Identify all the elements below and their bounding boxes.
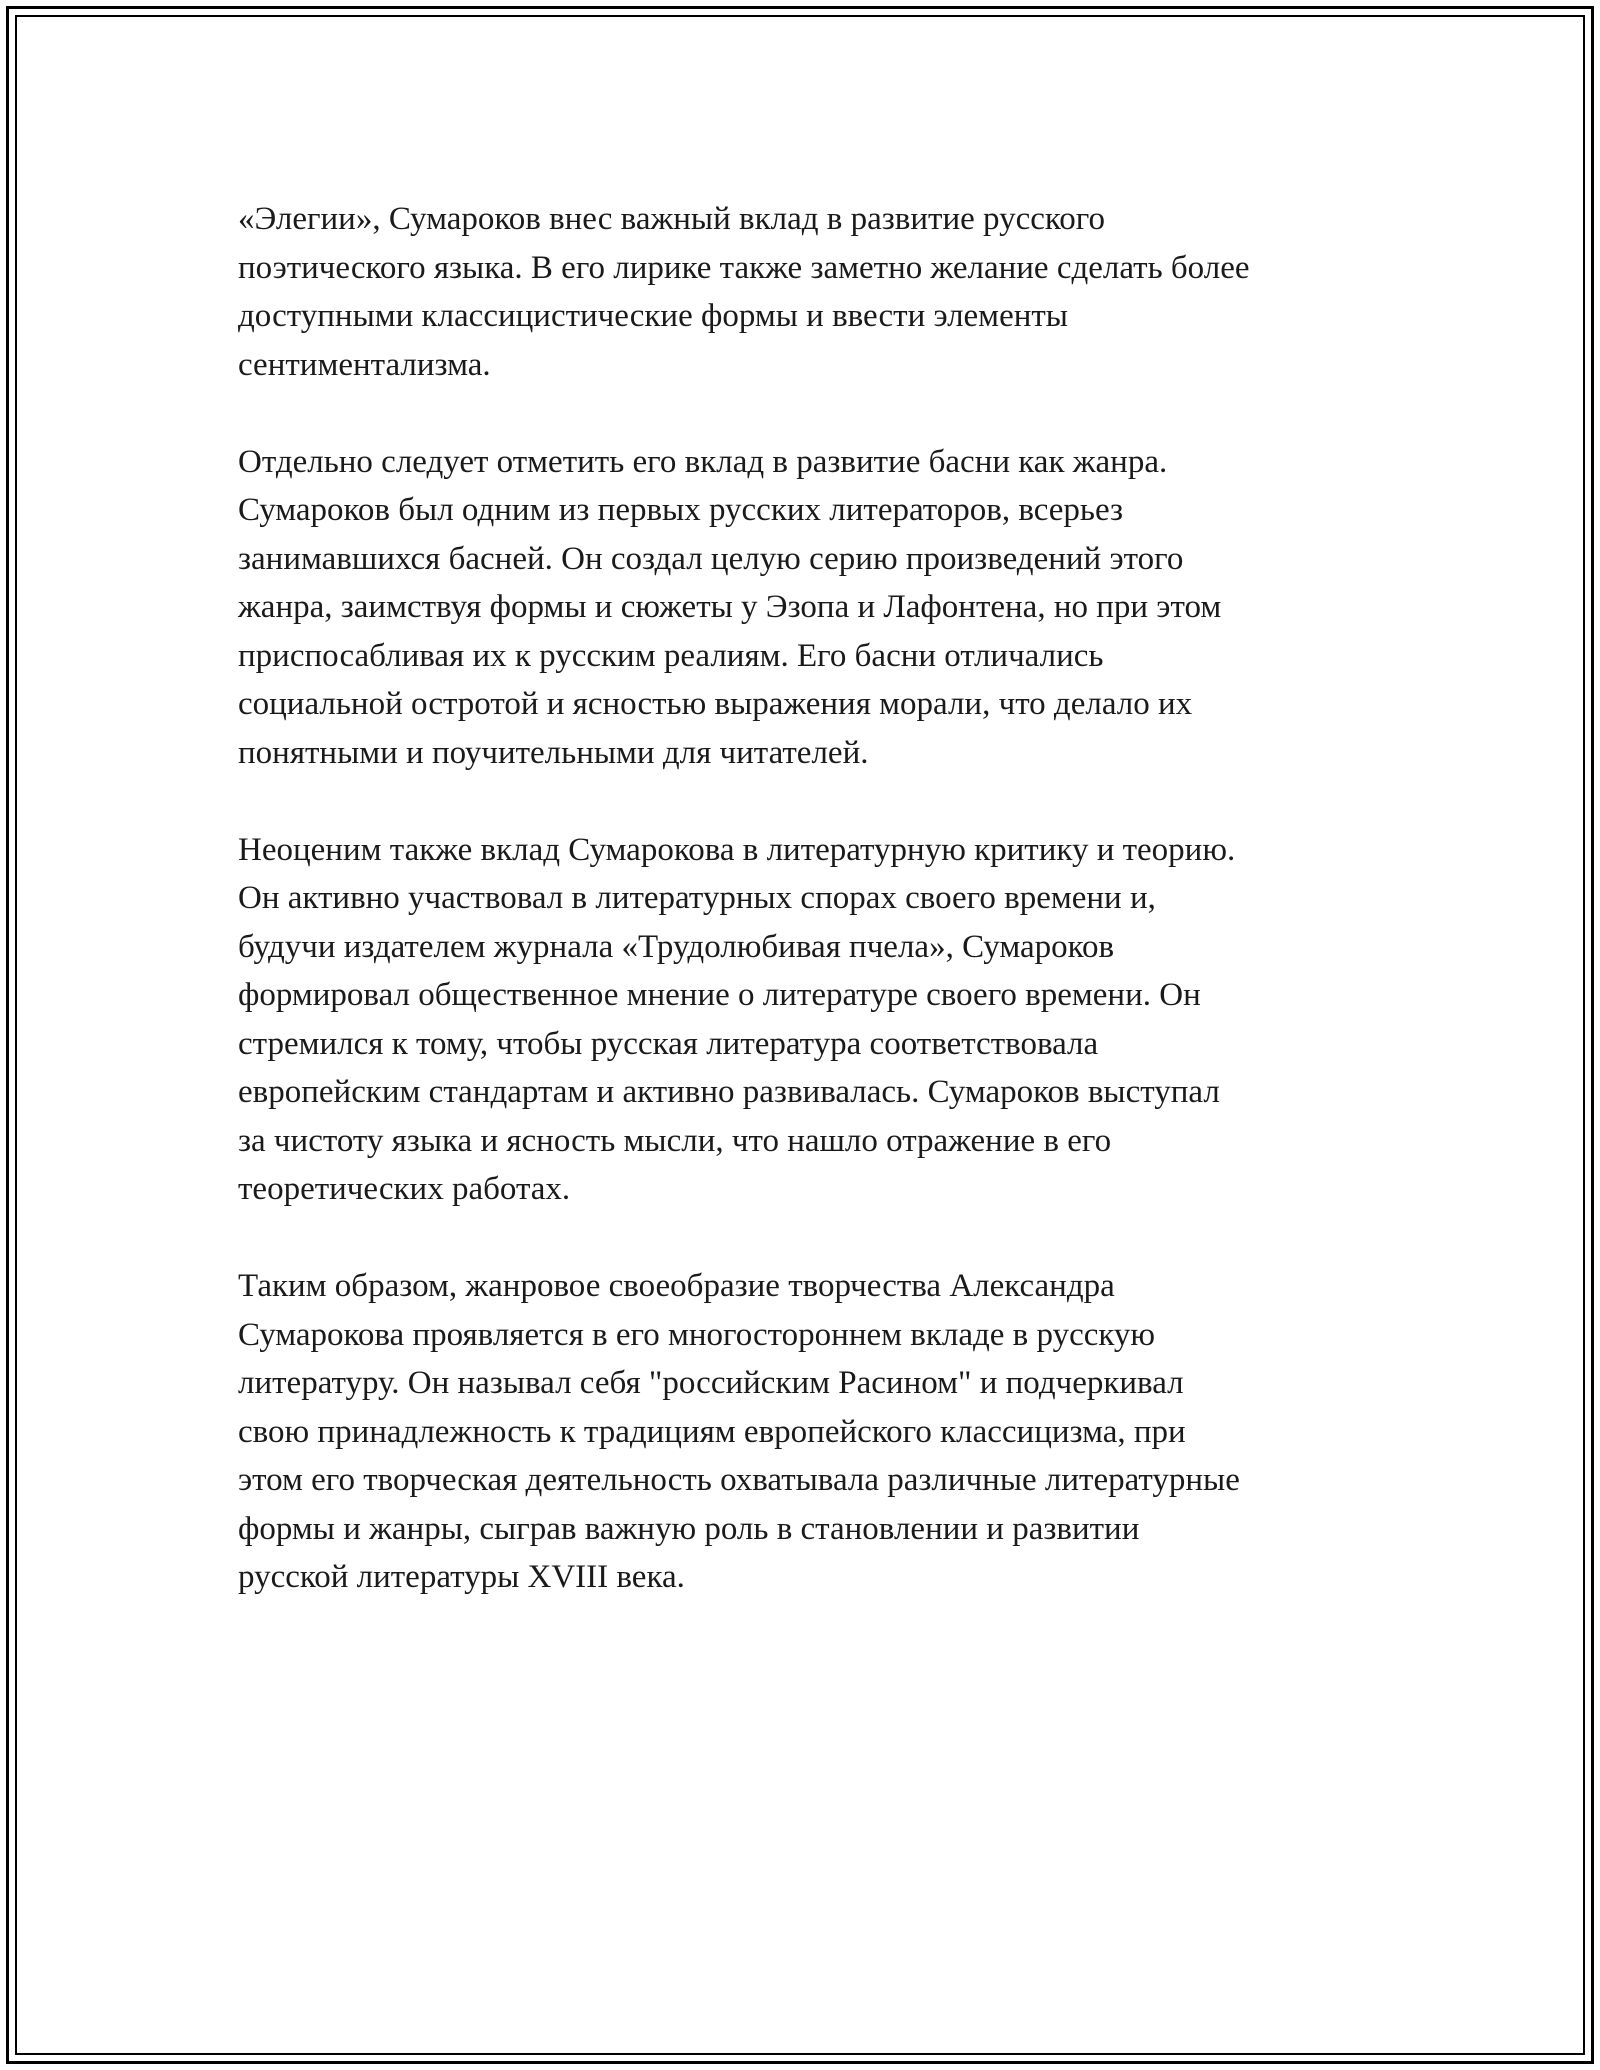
paragraph-4-line-7: русской литературы XVIII века. — [238, 1559, 685, 1595]
paragraph-4-line-6: формы и жанры, сыграв важную роль в становлении и развитии — [238, 1510, 1140, 1547]
paragraph-2-line-2: Сумароков был одним из первых русских литераторов, всерьез — [238, 492, 1124, 528]
paragraph-3-line-3: будучи издателем журнала «Трудолюбивая пчела», Сумароков — [238, 928, 1115, 965]
paragraph-3-line-1: Неоценим также вклад Сумарокова в литературную критику и теорию. — [238, 831, 1236, 868]
paragraph-4-line-4: свою принадлежность к традициям европейского классицизма, при — [238, 1413, 1186, 1450]
paragraph-2-line-7: понятными и поучительными для читателей. — [238, 734, 869, 771]
paragraph-3 — [238, 826, 1398, 1214]
page-frame — [6, 6, 1594, 2064]
paragraph-3-line-5: стремился к тому, чтобы русская литература соответствовала — [238, 1025, 1099, 1062]
paragraph-3-line-8: теоретических работах. — [238, 1171, 571, 1207]
paragraph-1-line-4: сентиментализма. — [238, 346, 491, 383]
paragraph-4-line-1: Таким образом, жанровое своеобразие творчества Александра — [238, 1268, 1115, 1304]
paragraph-4-line-3: литературу. Он называл себя "российским Расином" и подчеркивал — [238, 1365, 1184, 1401]
paragraph-3-line-6: европейским стандартам и активно развивалась. Сумароков выступал — [238, 1074, 1220, 1110]
paragraph-4-line-2: Сумарокова проявляется в его многостороннем вкладе в русскую — [238, 1316, 1156, 1353]
paragraph-1-line-2: поэтического языка. В его лирике также заметно желание сделать более — [238, 249, 1250, 286]
paragraph-2-line-3: занимавшихся басней. Он создал целую серию произведений этого — [238, 540, 1184, 577]
paragraph-2-line-1: Отдельно следует отметить его вклад в развитие басни как жанра. — [238, 443, 1168, 480]
paragraph-2-line-6: социальной остротой и ясностью выражения морали, что делало их — [238, 686, 1193, 722]
paragraph-3-line-7: за чистоту языка и ясность мысли, что нашло отражение в его — [238, 1122, 1112, 1159]
paragraph-3-line-4: формировал общественное мнение о литературе своего времени. Он — [238, 977, 1201, 1013]
document-body — [238, 195, 1398, 1650]
paragraph-1-line-3: доступными классицистические формы и ввести элементы — [238, 298, 1068, 334]
paragraph-3-line-2: Он активно участвовал в литературных спорах своего времени и, — [238, 880, 1156, 916]
paragraph-1 — [238, 195, 1398, 389]
paragraph-1-line-1: «Элегии», Сумароков внес важный вклад в развитие русского — [238, 201, 1105, 237]
paragraph-4 — [238, 1262, 1398, 1602]
paragraph-2-line-4: жанра, заимствуя формы и сюжеты у Эзопа и Лафонтена, но при этом — [238, 589, 1222, 625]
paragraph-2-line-5: приспосабливая их к русским реалиям. Его басни отличались — [238, 637, 1104, 674]
paragraph-4-line-5: этом его творческая деятельность охватывала различные литературные — [238, 1462, 1240, 1498]
paragraph-2 — [238, 438, 1398, 778]
